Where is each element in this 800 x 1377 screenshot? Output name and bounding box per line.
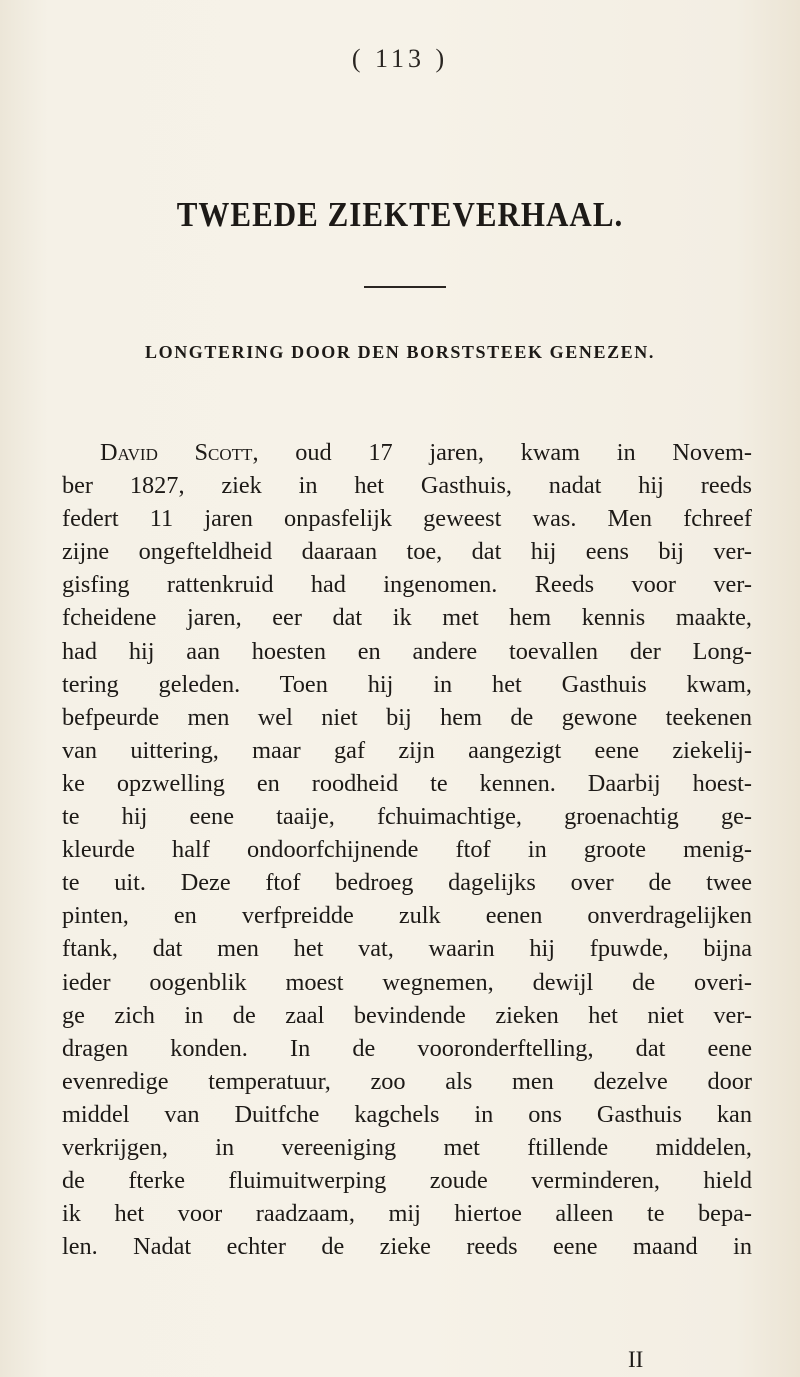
text-line: middel van Duitfche kagchels in ons Gasthuis kan — [62, 1100, 752, 1128]
opening-rest: , oud 17 jaren, kwam in Novem- — [252, 439, 752, 466]
patient-name: David Scott — [100, 439, 253, 466]
text-line: had hij aan hoesten en andere toevallen der Long- — [62, 637, 752, 665]
text-line: te hij eene taaije, fchuimachtige, groenachtig ge- — [62, 803, 752, 831]
text-line: kleurde half ondoorfchijnende ftof in groote menig- — [62, 836, 752, 864]
text-line: dragen konden. In de vooronderftelling, dat eene — [62, 1034, 752, 1062]
text-line: de fterke fluimuitwerping zoude verminderen, hield — [62, 1167, 752, 1195]
text-line: evenredige temperatuur, zoo als men dezelve door — [62, 1067, 752, 1095]
title-divider — [364, 286, 446, 288]
text-line: ge zich in de zaal bevindende zieken het niet ver- — [62, 1001, 752, 1029]
page-number: ( 113 ) — [351, 44, 449, 73]
case-subtitle: LONGTERING DOOR DEN BORSTSTEEK GENEZEN. — [144, 342, 655, 362]
text-line: verkrijgen, in vereeniging met ftillende middelen, — [62, 1133, 752, 1161]
text-line: ftank, dat men het vat, waarin hij fpuwde, bijna — [62, 935, 752, 963]
text-line: te uit. Deze ftof bedroeg dagelijks over de twee — [62, 869, 752, 897]
text-line: gisfing rattenkruid had ingenomen. Reeds voor ver- — [62, 571, 752, 599]
text-line: tering geleden. Toen hij in het Gasthuis kwam, — [62, 670, 752, 698]
text-line: federt 11 jaren onpasfelijk geweest was. Men fchreef — [62, 505, 752, 533]
body-text — [62, 436, 752, 1263]
text-line: van uittering, maar gaf zijn aangezigt eene ziekelij- — [62, 736, 752, 764]
text-line: zijne ongefteldheid daaraan toe, dat hij eens bij ver- — [62, 538, 752, 566]
chapter-title: TWEEDE ZIEKTEVERHAAL. — [176, 194, 624, 235]
text-line: ik het voor raadzaam, mij hiertoe alleen te bepa- — [62, 1200, 752, 1228]
text-line: len. Nadat echter de zieke reeds eene maand in — [62, 1233, 752, 1261]
text-line: ber 1827, ziek in het Gasthuis, nadat hij reeds — [62, 472, 752, 500]
text-line: ieder oogenblik moest wegnemen, dewijl de overi- — [62, 968, 752, 996]
text-line: pinten, en verfpreidde zulk eenen onverdragelijken — [62, 902, 752, 930]
text-line: befpeurde men wel niet bij hem de gewone teekenen — [62, 703, 752, 731]
text-line: fcheidene jaren, eer dat ik met hem kennis maakte, — [62, 604, 752, 632]
signature-mark: II — [628, 1347, 644, 1372]
text-line — [62, 436, 752, 469]
text-line: ke opzwelling en roodheid te kennen. Daarbij hoest- — [62, 769, 752, 797]
